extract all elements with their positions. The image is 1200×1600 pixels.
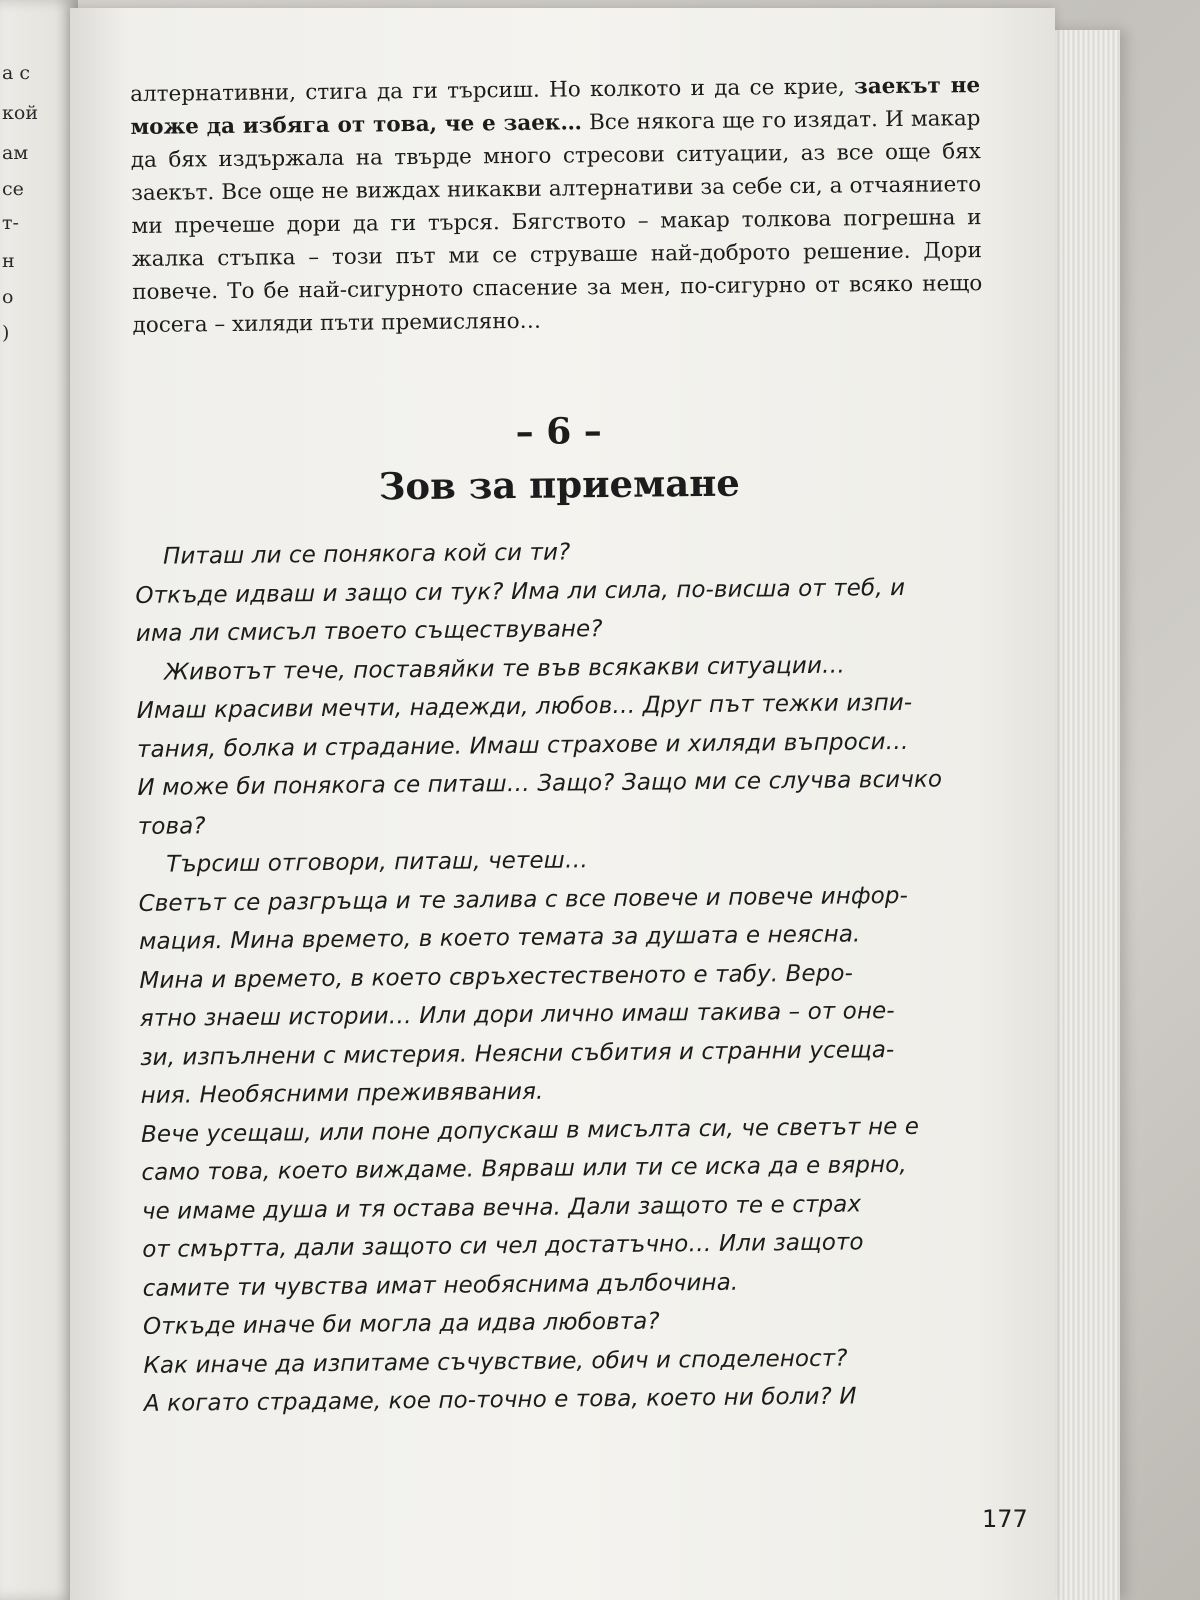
paragraph-bold-text: заекът не може да избяга от това, че е заек…	[130, 73, 981, 140]
body-line: Как иначе да изпитаме съчувствие, обич и споделеност?	[143, 1345, 848, 1379]
body-line: А когато страдаме, кое по-точно е това, което ни боли? И	[143, 1383, 857, 1417]
left-page-fragment: a c	[2, 62, 31, 84]
body-line: от смъртта, дали защото си чел достатъчно… Или защото	[142, 1229, 864, 1263]
body-line: ятно знаеш истории… Или дори лично имаш такива – от оне-	[139, 998, 895, 1032]
body-line: Питаш ли се понякога кой си ти?	[162, 539, 571, 570]
body-line: мация. Мина времето, в което темата за душата е неясна.	[138, 921, 861, 955]
body-line: тания, болка и страдание. Имаш страхове и хиляди въпроси…	[136, 728, 909, 763]
body-line: Вече усещаш, или поне допускаш в мисълта си, че светът не е	[140, 1113, 920, 1148]
left-page-fragment: о	[2, 286, 14, 308]
left-page-fragment: )	[2, 322, 10, 344]
body-line: Откъде идваш и защо си тук? Има ли сила, по-висша от теб, и	[135, 574, 906, 609]
left-page-fragment: н	[2, 250, 15, 272]
body-line: Светът се разгръща и те залива с все повече и повече инфор-	[138, 882, 909, 917]
paragraph-text: Все някога ще го изядат. И макар да бях издържала на твърде много стресови ситуации, аз все още бях заекът. Все още не виждах никакви алтернативи за себе си, а отчаянието ми пречеше дори да ги търся. Бягството – макар толкова погрешна и жалка стъпка – този път ми се струваше най-доброто решение. Дори повече. То бе най-сигурното спасение за мен, по-сигурно от всяко нещо досега – хиляди пъти премисляно…	[130, 106, 983, 338]
left-page-fragment: кой	[2, 102, 38, 124]
body-line: Мина и времето, в което свръхестественото е табу. Веро-	[139, 959, 854, 994]
body-line: зи, изпълнени с мистерия. Неясни събития и странни усеща-	[140, 1036, 895, 1071]
body-line: че имаме душа и тя остава вечна. Дали защото те е страх	[141, 1190, 862, 1225]
body-line: ния. Необясними преживявания.	[140, 1078, 544, 1109]
chapter-number: – 6 –	[515, 410, 603, 453]
book-page	[70, 8, 1055, 1600]
left-page-fragment: т-	[2, 212, 19, 234]
body-line: Имаш красиви мечти, надежди, любов… Друг път тежки изпи-	[136, 689, 913, 724]
left-page-fragment: ам	[2, 142, 29, 164]
body-line: има ли смисъл твоето съществуване?	[135, 616, 603, 647]
body-line: Животът тече, поставяйки те във всякакви ситуации…	[164, 652, 846, 686]
body-line: Откъде иначе би могла да идва любовта?	[142, 1308, 660, 1340]
previous-chapter-paragraph	[130, 69, 983, 342]
body-line: И може би понякога се питаш… Защо? Защо ми се случва всичко	[137, 766, 943, 801]
body-line: само това, което виждаме. Вярваш или ти се иска да е вярно,	[141, 1151, 907, 1186]
page-content	[130, 69, 994, 1423]
paragraph-text: алтернативни, стига да ги търсиш. Но колкото и да се крие,	[130, 74, 855, 107]
body-line: Търсиш отговори, питаш, четеш…	[166, 847, 589, 878]
left-page-fragment: се	[2, 178, 24, 200]
chapter-body	[135, 529, 994, 1423]
page-number: 177	[982, 1505, 1028, 1533]
body-line: това?	[137, 812, 206, 840]
body-line: самите ти чувства имат необяснима дълбочина.	[142, 1269, 739, 1302]
left-page-edge	[0, 0, 78, 1600]
chapter-title: Зов за приемане	[378, 460, 741, 509]
